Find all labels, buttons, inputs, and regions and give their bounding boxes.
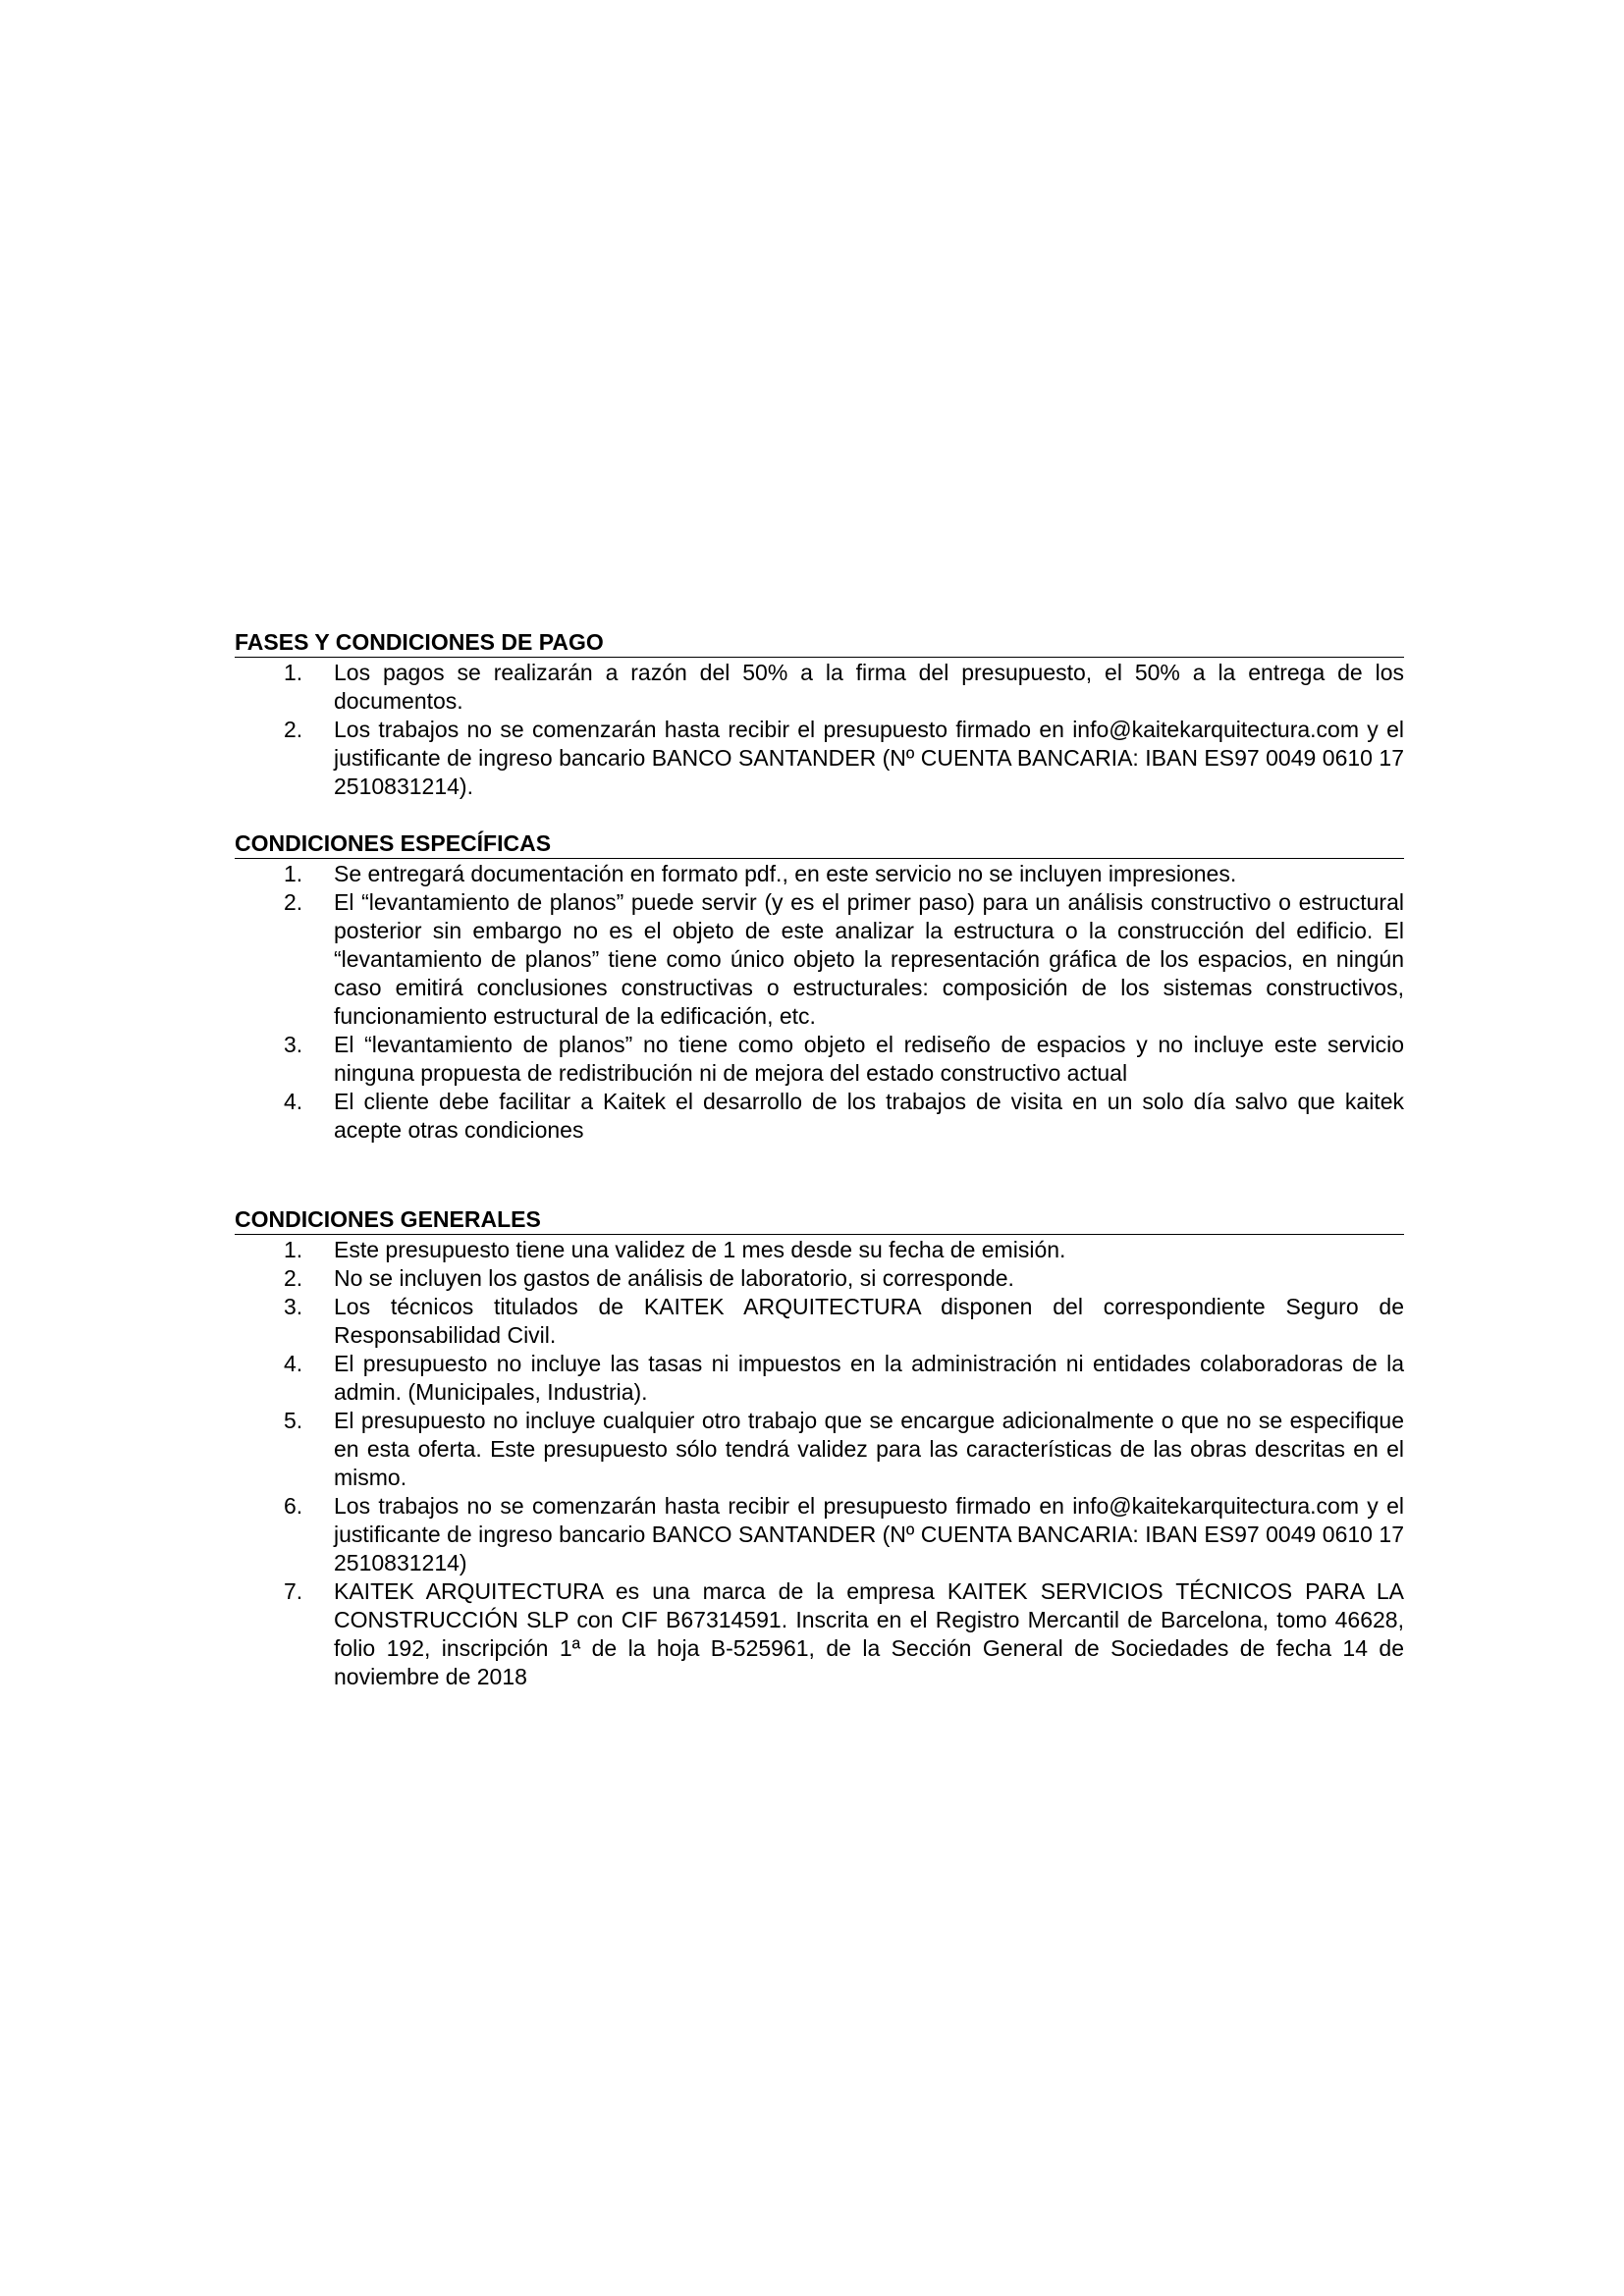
list-item bbox=[235, 1236, 1404, 1264]
list-item bbox=[235, 1293, 1404, 1350]
list-item bbox=[235, 1350, 1404, 1407]
list-item bbox=[235, 1031, 1404, 1088]
item-number: 1. bbox=[284, 1237, 303, 1262]
item-number: 3. bbox=[284, 1032, 303, 1057]
general-conditions-list bbox=[235, 1236, 1404, 1691]
item-text: Se entregará documentación en formato pdf., en este servicio no se incluyen impresiones. bbox=[334, 861, 1237, 886]
list-item bbox=[235, 659, 1404, 716]
item-text: No se incluyen los gastos de análisis de laboratorio, si corresponde. bbox=[334, 1265, 1014, 1291]
item-number: 1. bbox=[284, 861, 303, 886]
list-item bbox=[235, 1577, 1404, 1691]
item-text: Los pagos se realizarán a razón del 50% a la firma del presupuesto, el 50% a la entrega de los documentos. bbox=[334, 660, 1404, 714]
item-text: Los trabajos no se comenzarán hasta recibir el presupuesto firmado en info@kaitekarquitectura.com y el justificante de ingreso bancario BANCO SANTANDER (Nº CUENTA BANCARIA: IBAN ES97 0049 0610 17 2510831214) bbox=[334, 1493, 1404, 1575]
item-number: 7. bbox=[284, 1578, 303, 1604]
item-text: Este presupuesto tiene una validez de 1 mes desde su fecha de emisión. bbox=[334, 1237, 1066, 1262]
item-text: El presupuesto no incluye cualquier otro trabajo que se encargue adicionalmente o que no se especifique en esta oferta. Este presupuesto sólo tendrá validez para las características de las obras descritas en el mismo. bbox=[334, 1408, 1404, 1490]
list-item bbox=[235, 1492, 1404, 1577]
item-number: 1. bbox=[284, 660, 303, 685]
item-text: El “levantamiento de planos” puede servir (y es el primer paso) para un análisis constructivo o estructural posterior sin embargo no es el objeto de este analizar la estructura o la construcción del edificio. El “levantamiento de planos” tiene como único objeto la representación gráfica de los espacios, en ningún caso emitirá conclusiones constructivas o estructurales: composición de los sistemas constructivos, funcionamiento estructural de la edificación, etc. bbox=[334, 889, 1404, 1029]
section-general-conditions bbox=[235, 1205, 1404, 1691]
list-item bbox=[235, 860, 1404, 888]
item-text: El “levantamiento de planos” no tiene como objeto el rediseño de espacios y no incluye este servicio ninguna propuesta de redistribución ni de mejora del estado constructivo actual bbox=[334, 1032, 1404, 1086]
item-number: 3. bbox=[284, 1294, 303, 1319]
list-item bbox=[235, 1088, 1404, 1145]
item-text: KAITEK ARQUITECTURA es una marca de la empresa KAITEK SERVICIOS TÉCNICOS PARA LA CONSTRUCCIÓN SLP con CIF B67314591. Inscrita en el Registro Mercantil de Barcelona, tomo 46628, folio 192, inscripción 1ª de la hoja B-525961, de la Sección General de Sociedades de fecha 14 de noviembre de 2018 bbox=[334, 1578, 1404, 1689]
item-number: 2. bbox=[284, 1265, 303, 1291]
list-item bbox=[235, 1264, 1404, 1293]
item-text: El presupuesto no incluye las tasas ni impuestos en la administración ni entidades colaboradoras de la admin. (Municipales, Industria). bbox=[334, 1351, 1404, 1405]
item-number: 2. bbox=[284, 889, 303, 915]
specific-conditions-list bbox=[235, 860, 1404, 1145]
list-item bbox=[235, 716, 1404, 801]
section-title-general: CONDICIONES GENERALES bbox=[235, 1205, 1404, 1235]
list-item bbox=[235, 888, 1404, 1031]
item-number: 2. bbox=[284, 717, 303, 742]
item-text: Los trabajos no se comenzarán hasta recibir el presupuesto firmado en info@kaitekarquitectura.com y el justificante de ingreso bancario BANCO SANTANDER (Nº CUENTA BANCARIA: IBAN ES97 0049 0610 17 2510831214). bbox=[334, 717, 1404, 799]
section-title-payment: FASES Y CONDICIONES DE PAGO bbox=[235, 628, 1404, 658]
section-specific-conditions bbox=[235, 829, 1404, 1145]
item-text: Los técnicos titulados de KAITEK ARQUITECTURA disponen del correspondiente Seguro de Responsabilidad Civil. bbox=[334, 1294, 1404, 1348]
list-item bbox=[235, 1407, 1404, 1492]
section-title-specific: CONDICIONES ESPECÍFICAS bbox=[235, 829, 1404, 859]
item-number: 4. bbox=[284, 1089, 303, 1114]
item-text: El cliente debe facilitar a Kaitek el desarrollo de los trabajos de visita en un solo día salvo que kaitek acepte otras condiciones bbox=[334, 1089, 1404, 1143]
item-number: 6. bbox=[284, 1493, 303, 1519]
payment-conditions-list bbox=[235, 659, 1404, 801]
section-payment-conditions bbox=[235, 628, 1404, 801]
item-number: 5. bbox=[284, 1408, 303, 1433]
item-number: 4. bbox=[284, 1351, 303, 1376]
